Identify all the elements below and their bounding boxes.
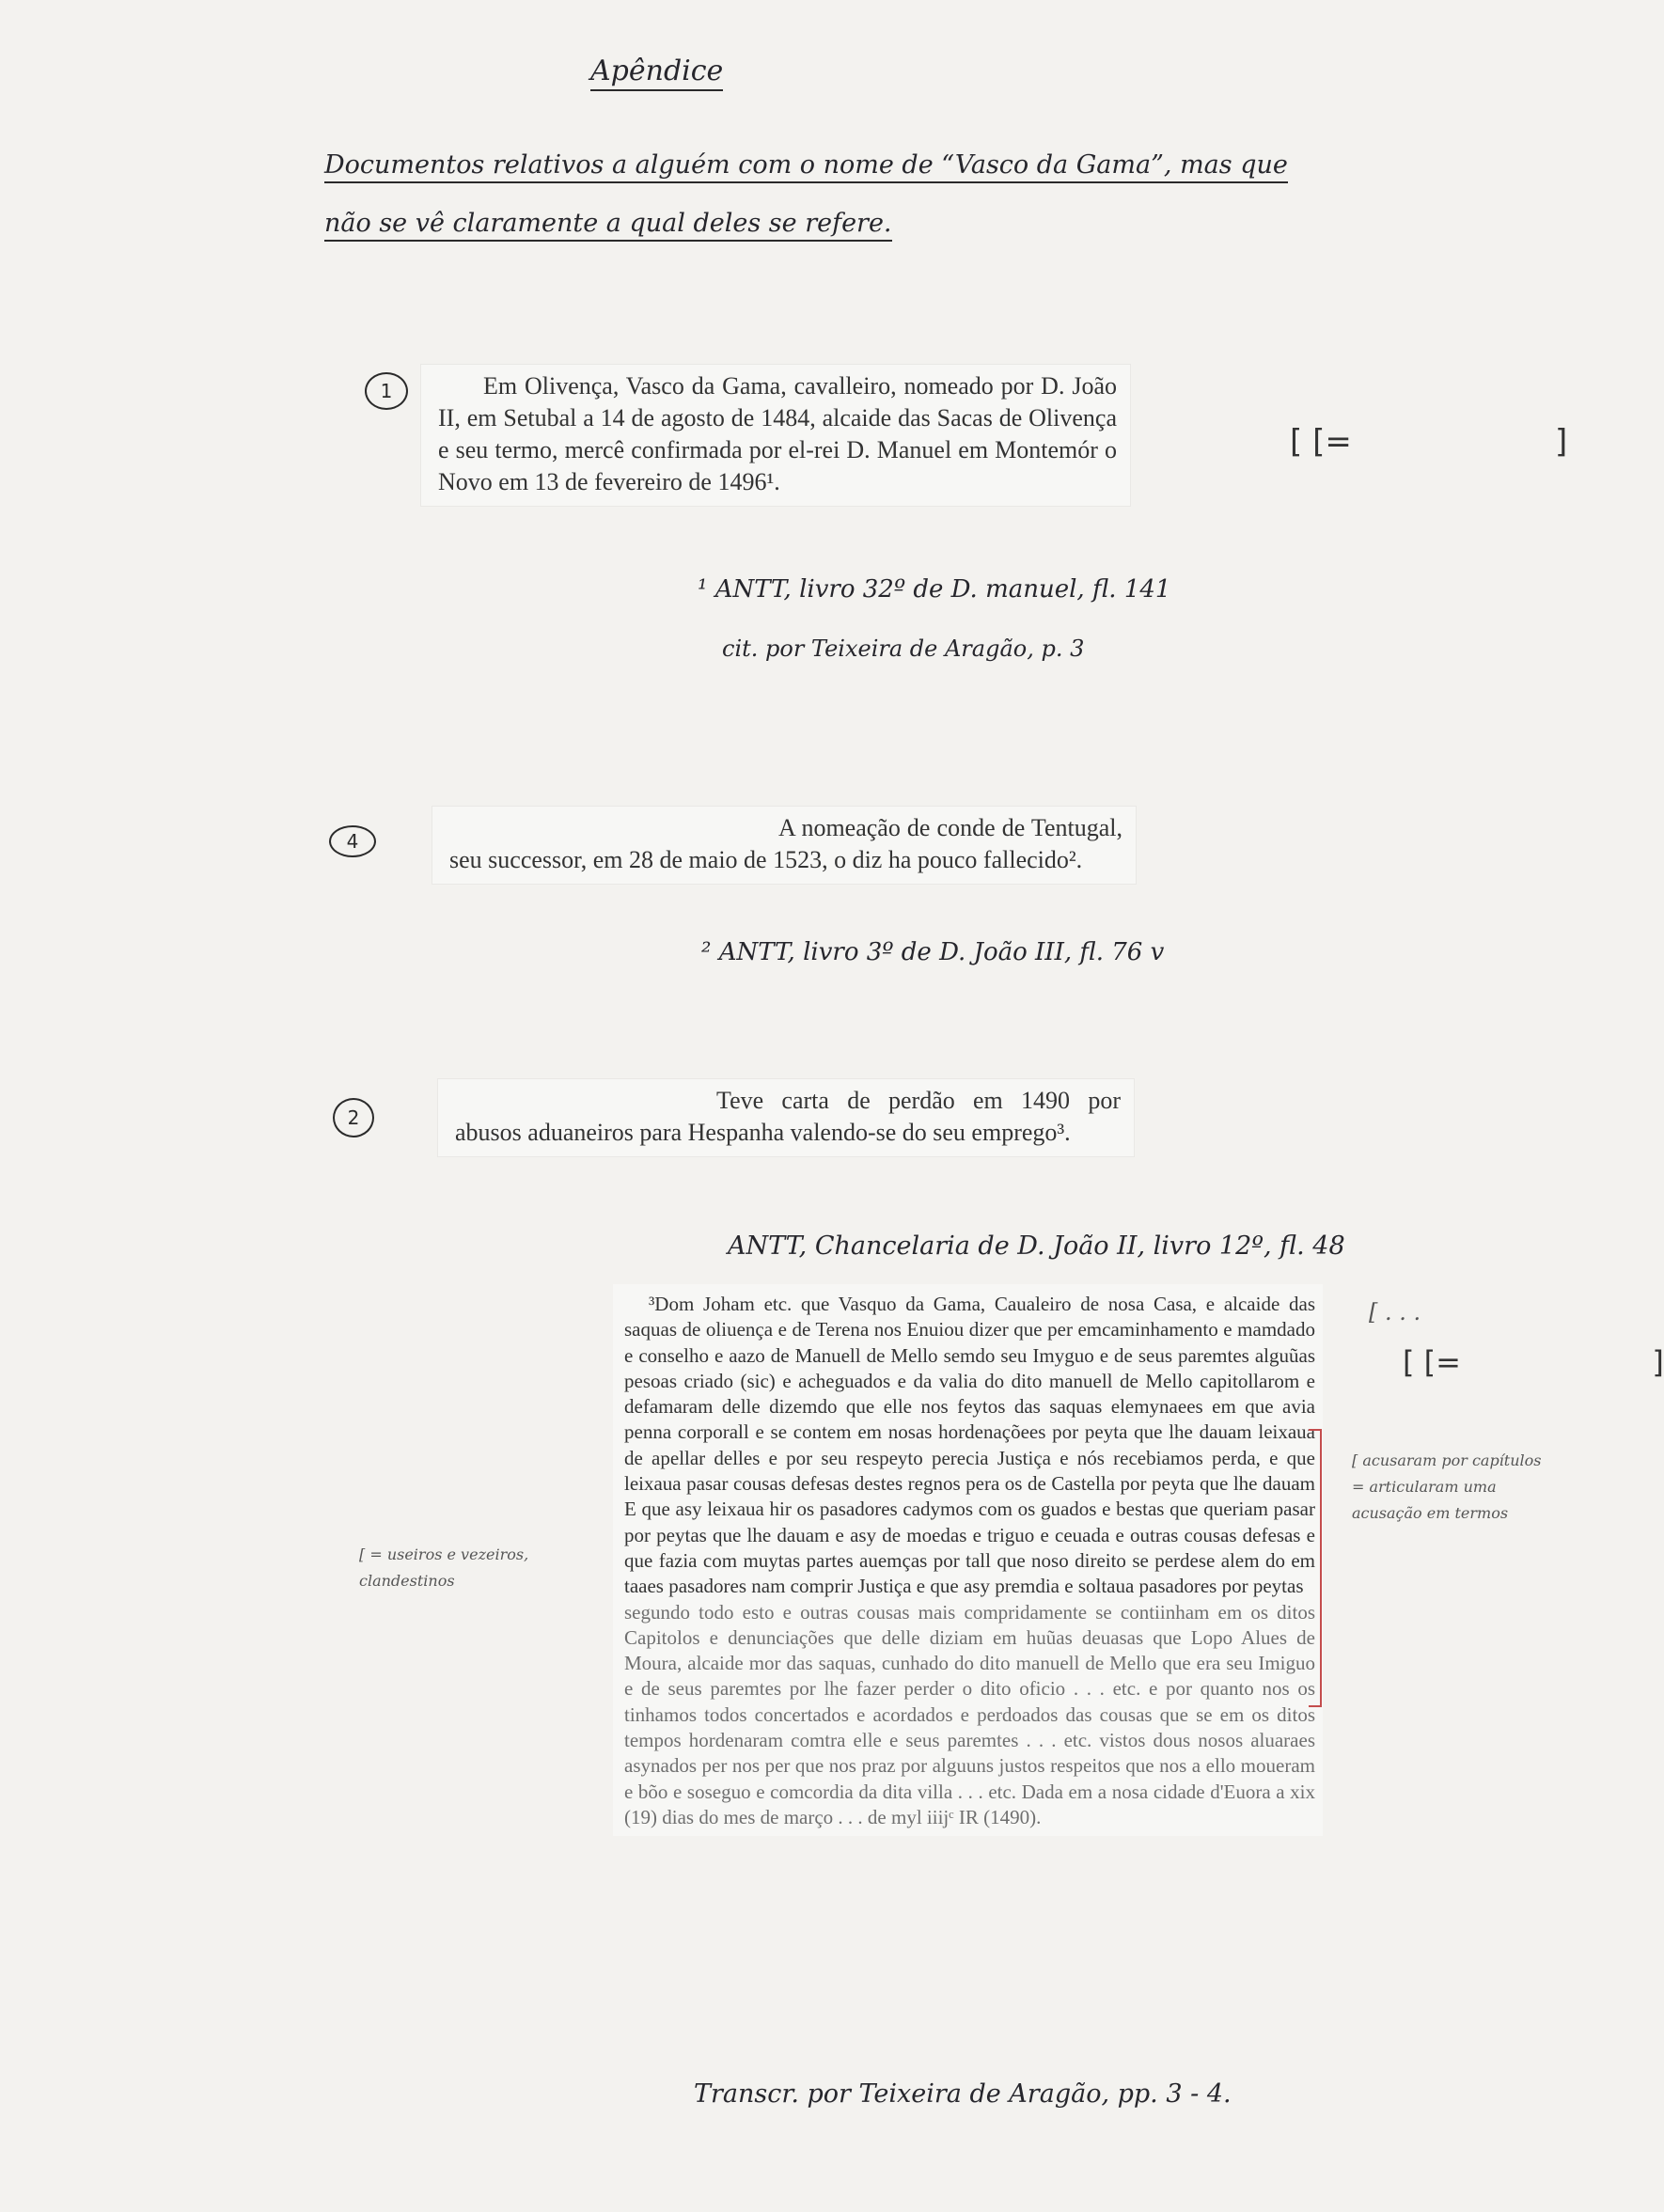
transcription-faded: segundo todo esto e outras cousas mais compridamente se contiinham em os ditos Capitolos e denunciações que delle diziam em huũas deuasas que Lopo Alues de Moura, alcaide mor das saquas, cunhado do dito manuell de Mello que era seu Imiguo e de seus paremtes por lhe fazer perder o dito oficio . . . etc. e por quanto nos os tinhamos todos concertados e acordados e perdoados das cousas que se em os ditos tempos hordenaram comtra elle e seus paremtes . . . etc. vistos dous nosos aluaraes asynados per nos per que nos praz por alguuns justos respeitos que nos a ello moueram e bõo e soseguo e comcordia da dita villa . . . etc. Dada em a nosa cidade d'Euora a xix (19) dias do mes de março . . . de myl iiijᶜ IR (1490). bbox=[624, 1600, 1315, 1828]
section-1-paragraph: Em Olivença, Vasco da Gama, cavalleiro, nomeado por D. João II, em Setubal a 14 de agosto de 1484, alcaide das Sacas de Olivença e seu termo, mercê confirmada por el-rei D. Manuel em Montemór o Novo em 13 de fevereiro de 1496¹. bbox=[438, 372, 1117, 495]
subtitle-line-2: não se vê claramente a qual deles se refere. bbox=[324, 209, 892, 242]
margin-note-left: [ = useiros e vezeiros, clandestinos bbox=[359, 1545, 529, 1590]
margin-note-right-2: [ [= ] bbox=[1403, 1344, 1664, 1380]
section-2-text bbox=[432, 807, 1136, 884]
section-3-text bbox=[438, 1079, 1134, 1156]
section-3-source: ANTT, Chancelaria de D. João II, livro 12º, fl. 48 bbox=[728, 1232, 1345, 1261]
margin-bracket-1: [ [= ] bbox=[1290, 423, 1568, 461]
section-number-1: 1 bbox=[365, 372, 408, 410]
document-transcription bbox=[613, 1284, 1323, 1836]
red-margin-bracket bbox=[1309, 1429, 1322, 1707]
section-number-4: 4 bbox=[329, 825, 376, 857]
section-1-source: ¹ ANTT, livro 32º de D. manuel, fl. 141 bbox=[698, 575, 1171, 604]
section-number-2: 2 bbox=[333, 1098, 374, 1137]
margin-note-right-1: [ . . . bbox=[1369, 1299, 1421, 1326]
page-title: Apêndice bbox=[590, 55, 723, 91]
subtitle-line-1: Documentos relativos a alguém com o nome de “Vasco da Gama”, mas que bbox=[324, 150, 1288, 183]
margin-note-red: [ acusaram por capítulos = articularam uma acusação em termos bbox=[1352, 1451, 1542, 1522]
section-1-text bbox=[421, 365, 1130, 506]
transcription-main: ³Dom Joham etc. que Vasquo da Gama, Caualeiro de nosa Casa, e alcaide das saquas de oliuença e de Terena nos Enuiou dizer que per emcaminhamento e mamdado e conselho e aazo de Manuell de Mello semdo seu Imyguo e de seus paremtes alguũas pesoas criado (sic) e acheguados e da valia do dito manuell de Mello capitollarom e defamaram delle dizemdo que elle nos feytos das saquas elemynaees em que avia penna corporall e se contem em nosas hordenaçõees por peyta que lhe dauam leixaua de apellar delles e por seu respeyto perecia Justiça e nós recebiamos perda, e que leixaua pasar cousas defesas destes regnos pera os de Castella por peyta que lhe dauam E que asy leixaua hir os pasadores cadymos com os guados e bestas que queriam pasar por peytas que lhe dauam e asy de moedas e triguo e ceuada e outras cousas defesas e que fazia com muytas partes auemças por tall que noso direito se perdese alem do em taaes pasadores nam comprir Justiça e que asy premdia e soltaua pasadores por peytas bbox=[624, 1293, 1315, 1598]
transcription-credit: Transcr. por Teixeira de Aragão, pp. 3 - 4. bbox=[694, 2079, 1232, 2109]
section-1-citation: cit. por Teixeira de Aragão, p. 3 bbox=[722, 635, 1085, 662]
section-3-paragraph: Teve carta de perdão em 1490 por abusos aduaneiros para Hespanha valendo-se do seu emprego³. bbox=[455, 1087, 1121, 1146]
section-2-paragraph: A nomeação de conde de Tentugal, seu successor, em 28 de maio de 1523, o diz ha pouco fallecido². bbox=[449, 814, 1122, 873]
section-2-source: ² ANTT, livro 3º de D. João III, fl. 76 v bbox=[701, 938, 1165, 966]
